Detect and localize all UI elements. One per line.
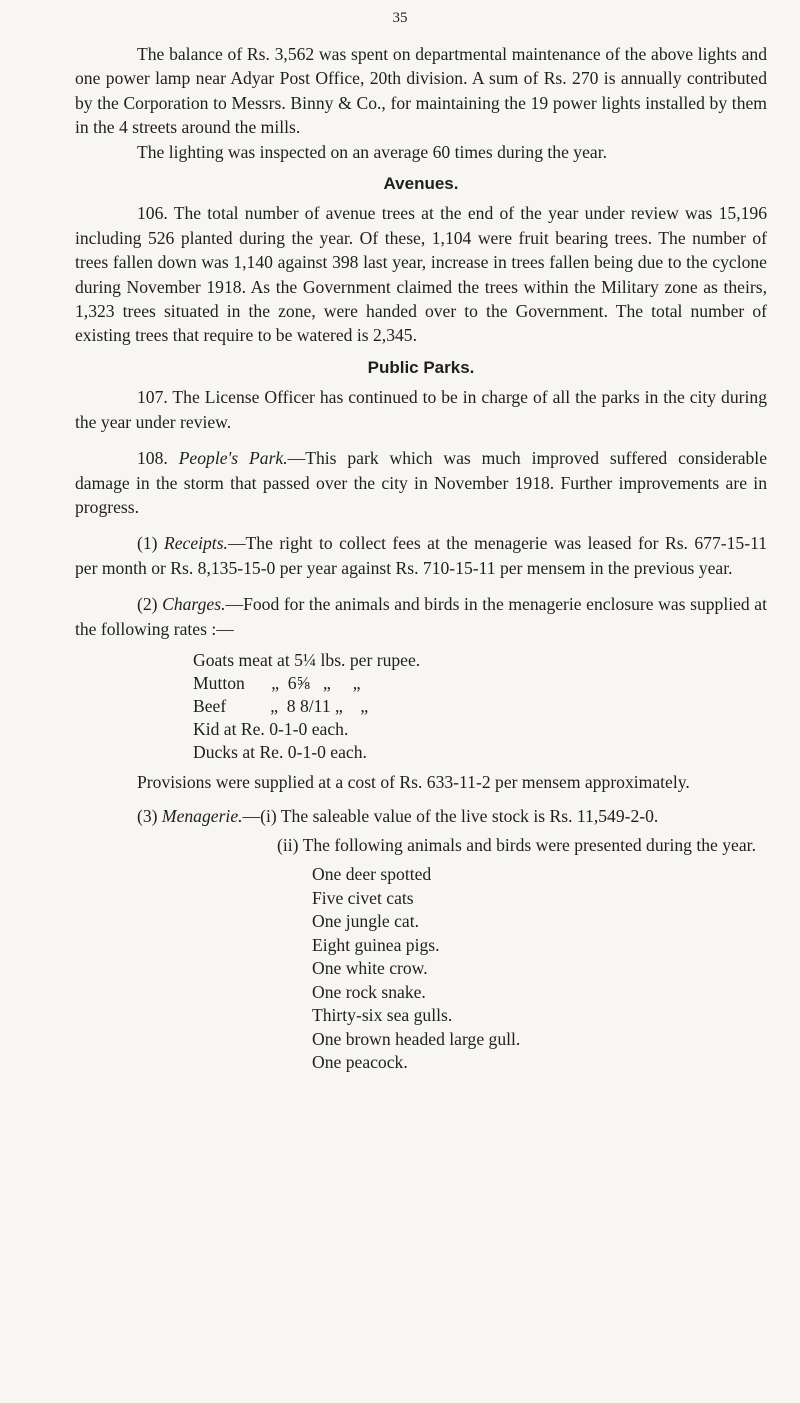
charges-text: —Food for the animals and birds in the menagerie enclosure was supplied at the following rates :— xyxy=(75,594,767,639)
paragraph-108-number: 108. xyxy=(137,448,168,469)
rate-goats-meat: Goats meat at 5¼ lbs. per rupee. xyxy=(193,649,421,670)
rate-beef: Beef „ 8 8/11 „ „ xyxy=(193,695,369,716)
menagerie-number: (3) xyxy=(137,806,158,827)
provisions-paragraph: Provisions were supplied at a cost of Rs. 633-11-2 per mensem approximately. xyxy=(137,771,690,792)
avenues-paragraph: 106. The total number of avenue trees at the end of the year under review was 15,196 including 526 planted during the year. Of these, 1,104 were fruit bearing trees. The number of trees fallen down was 1,140 against 398 last year, increase in trees fallen being due to the cyclone during November 1918. As the Government claimed the trees within the Military zone as theirs, 1,323 trees situated in the zone, were handed over to the Government. The total number of existing trees that require to be watered is 2,345. xyxy=(75,203,767,346)
page-content xyxy=(75,42,767,1075)
receipts-text: —The right to collect fees at the menagerie was leased for Rs. 677-15-11 per month or Rs. 8,135-15-0 per year against Rs. 710-15-11 per mensem in the previous year. xyxy=(75,533,768,578)
menagerie-paragraph xyxy=(75,804,767,828)
menagerie-item-i: —(i) The saleable value of the live stock is Rs. 11,549-2-0. xyxy=(242,806,659,827)
rate-ducks: Ducks at Re. 0-1-0 each. xyxy=(193,741,367,762)
page-number: 35 xyxy=(392,10,408,26)
list-item: One rock snake. xyxy=(312,981,426,1002)
list-item: One deer spotted xyxy=(312,864,432,885)
menagerie-title: Menagerie. xyxy=(161,806,243,827)
peoples-park-title: People's Park. xyxy=(178,448,288,469)
food-rates-list xyxy=(193,649,767,764)
list-item: Eight guinea pigs. xyxy=(312,934,440,955)
presented-animals-list xyxy=(312,863,767,1075)
list-item: Five civet cats xyxy=(312,887,414,908)
list-item: One white crow. xyxy=(312,958,428,979)
list-item: One peacock. xyxy=(312,1052,408,1073)
charges-title: Charges. xyxy=(162,594,226,615)
list-item: Thirty-six sea gulls. xyxy=(312,1005,453,1026)
charges-number: (2) xyxy=(137,594,158,615)
rate-mutton: Mutton „ 6⅝ „ „ xyxy=(193,672,361,693)
avenues-heading: Avenues. xyxy=(383,174,459,194)
receipts-paragraph xyxy=(75,531,767,580)
paragraph-107: 107. The License Officer has continued to be in charge of all the parks in the city during the year under review. xyxy=(75,387,767,432)
list-item: One jungle cat. xyxy=(312,911,419,932)
paragraph-108 xyxy=(75,446,767,519)
inspection-line: The lighting was inspected on an average 60 times during the year. xyxy=(137,141,608,162)
peoples-park-text: —This park which was much improved suffered considerable damage in the storm that passed over the city in November 1918. Further improvements are in progress. xyxy=(75,448,767,517)
menagerie-item-ii: (ii) The following animals and birds were presented during the year. xyxy=(277,834,756,855)
receipts-title: Receipts. xyxy=(163,533,228,554)
receipts-number: (1) xyxy=(137,533,158,554)
charges-paragraph xyxy=(75,592,767,641)
list-item: One brown headed large gull. xyxy=(312,1028,521,1049)
rate-kid: Kid at Re. 0-1-0 each. xyxy=(193,718,349,739)
public-parks-heading: Public Parks. xyxy=(367,357,475,377)
intro-paragraph: The balance of Rs. 3,562 was spent on departmental maintenance of the above lights and one power lamp near Adyar Post Office, 20th division. A sum of Rs. 270 is annually contributed by the Corporation to Messrs. Binny & Co., for maintaining the 19 power lights installed by them in the 4 streets around the mills. xyxy=(75,44,767,138)
